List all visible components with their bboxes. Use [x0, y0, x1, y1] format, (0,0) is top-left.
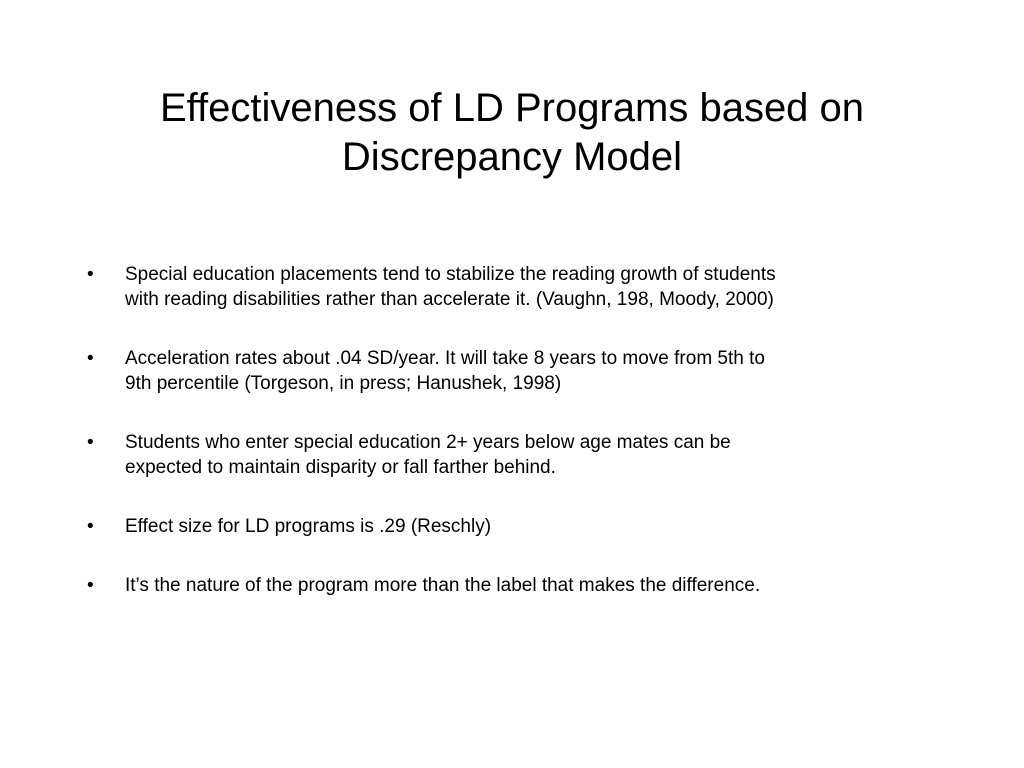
bullet-dot-icon: • [87, 575, 94, 596]
bullet-dot-icon: • [87, 432, 94, 453]
slide-title-line: Discrepancy Model [341, 135, 683, 179]
bullet-item [0, 346, 1024, 396]
bullet-line: Students who enter special education 2+ years below age mates can be [125, 432, 731, 453]
bullet-item [0, 573, 1024, 598]
bullet-dot-icon: • [87, 264, 94, 285]
bullet-text [125, 430, 1024, 480]
bullet-line: Acceleration rates about .04 SD/year. It will take 8 years to move from 5th to [125, 348, 765, 369]
bullet-dot-icon: • [87, 348, 94, 369]
bullet-item [0, 514, 1024, 539]
bullet-line: 9th percentile (Torgeson, in press; Hanushek, 1998) [125, 373, 562, 394]
bullet-line: Special education placements tend to stabilize the reading growth of students [125, 264, 776, 285]
slide-title-line: Effectiveness of LD Programs based on [159, 86, 865, 130]
bullet-text [125, 346, 1024, 396]
bullet-text [125, 262, 1024, 312]
bullet-line: It’s the nature of the program more than the label that makes the difference. [125, 575, 761, 596]
bullet-item [0, 430, 1024, 480]
bullet-text [125, 573, 1024, 598]
slide-title [80, 84, 944, 182]
bullet-list [0, 262, 1024, 632]
bullet-dot-icon: • [87, 516, 94, 537]
bullet-line: expected to maintain disparity or fall farther behind. [125, 457, 556, 478]
bullet-item [0, 262, 1024, 312]
bullet-text [125, 514, 1024, 539]
bullet-line: with reading disabilities rather than accelerate it. (Vaughn, 198, Moody, 2000) [125, 289, 774, 310]
bullet-line: Effect size for LD programs is .29 (Reschly) [125, 516, 492, 537]
